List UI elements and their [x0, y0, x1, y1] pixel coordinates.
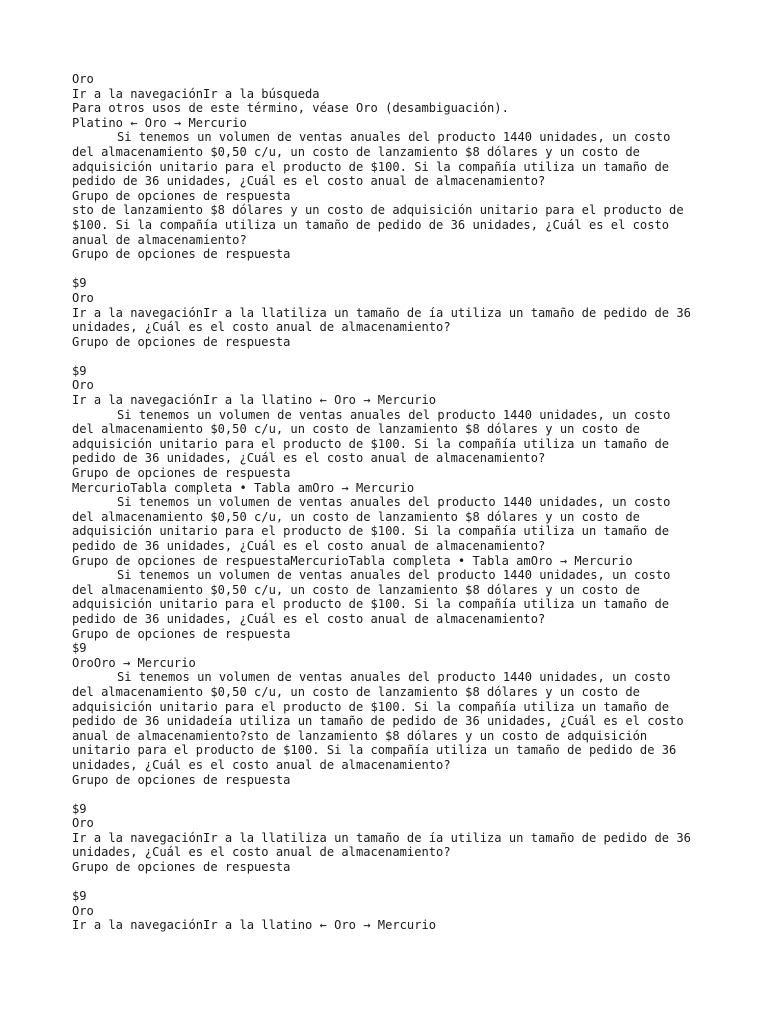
text-line: Si tenemos un volumen de ventas anuales del producto 1440 unidades, un costo del almacenamiento $0,50 c/u, un costo de lanzamiento $8 dólares y un costo de adquisición unitario para el producto de $100. Si la compañía utiliza un tamaño de pedido de 36 unidades, ¿Cuál es el costo anual de almacenamiento? [72, 568, 678, 626]
text-line: Grupo de opciones de respuesta [72, 772, 291, 787]
text-line: Si tenemos un volumen de ventas anuales del producto 1440 unidades, un costo del almacenamiento $0,50 c/u, un costo de lanzamiento $8 dólares y un costo de adquisición unitario para el producto de $100. Si la compañía utiliza un tamaño de pedido de 36 unidades, ¿Cuál es el costo anual de almacenamiento? [72, 130, 678, 189]
text-line: Ir a la navegaciónIr a la llatiliza un tamaño de ía utiliza un tamaño de pedido de 36 unidades, ¿Cuál es el costo anual de almacenamiento? [72, 305, 699, 335]
text-line: Grupo de opciones de respuesta [72, 860, 291, 875]
text-line: Oro [72, 290, 94, 305]
text-line: Si tenemos un volumen de ventas anuales del producto 1440 unidades, un costo del almacenamiento $0,50 c/u, un costo de lanzamiento $8 dólares y un costo de adquisición unitario para el producto de $100. Si la compañía utiliza un tamaño de pedido de 36 unidades, ¿Cuál es el costo anual de almacenamiento? [72, 495, 678, 553]
text-line: Oro [72, 816, 94, 831]
text-line: Ir a la navegaciónIr a la llatino ← Oro → Mercurio [72, 393, 437, 408]
text-line: Ir a la navegaciónIr a la llatiliza un tamaño de ía utiliza un tamaño de pedido de 36 unidades, ¿Cuál es el costo anual de almacenamiento? [72, 830, 699, 860]
text-line: Ir a la navegaciónIr a la llatino ← Oro → Mercurio [72, 918, 437, 933]
text-line: sto de lanzamiento $8 dólares y un costo de adquisición unitario para el producto de $100. Si la compañía utiliza un tamaño de pedido de 36 unidades, ¿Cuál es el costo anual de almacenamiento? [72, 203, 691, 247]
text-line: $9 [72, 641, 87, 656]
text-line: Oro [72, 378, 94, 393]
text-line: Oro [72, 903, 94, 918]
text-line: Platino ← Oro → Mercurio [72, 115, 247, 130]
text-line: Grupo de opciones de respuesta [72, 188, 291, 203]
blank-line [72, 262, 696, 277]
text-line: Grupo de opciones de respuesta [72, 466, 291, 481]
text-line: Si tenemos un volumen de ventas anuales del producto 1440 unidades, un costo del almacenamiento $0,50 c/u, un costo de lanzamiento $8 dólares y un costo de adquisición unitario para el producto de $100. Si la compañía utiliza un tamaño de pedido de 36 unidadeía utiliza un tamaño de pedido de 36 unidades, ¿Cuál es el costo anual de almacenamiento?sto de lanzamiento $8 dólares y un costo de adquisición unitario para el producto de $100. Si la compañía utiliza un tamaño de pedido de 36 unidades, ¿Cuál es el costo anual de almacenamiento? [72, 670, 691, 772]
text-line: Grupo de opciones de respuestaMercurioTabla completa • Tabla amOro → Mercurio [72, 553, 633, 568]
document-body [72, 72, 699, 933]
blank-line [72, 787, 696, 802]
text-line: $9 [72, 276, 87, 291]
text-line: Grupo de opciones de respuesta [72, 247, 291, 262]
text-line: Oro [72, 72, 94, 86]
text-line: Ir a la navegaciónIr a la búsqueda [72, 86, 320, 101]
text-line: $9 [72, 889, 87, 904]
text-line: $9 [72, 363, 87, 378]
text-line: OroOro → Mercurio [72, 655, 196, 670]
text-line: $9 [72, 801, 87, 816]
text-line: Si tenemos un volumen de ventas anuales del producto 1440 unidades, un costo del almacenamiento $0,50 c/u, un costo de lanzamiento $8 dólares y un costo de adquisición unitario para el producto de $100. Si la compañía utiliza un tamaño de pedido de 36 unidades, ¿Cuál es el costo anual de almacenamiento? [72, 407, 678, 466]
text-line: MercurioTabla completa • Tabla amOro → Mercurio [72, 480, 415, 495]
blank-line [72, 349, 696, 364]
text-line: Grupo de opciones de respuesta [72, 626, 291, 641]
text-line: Para otros usos de este término, véase Oro (desambiguación). [72, 101, 509, 116]
text-line: Grupo de opciones de respuesta [72, 334, 291, 349]
blank-line [72, 875, 696, 890]
